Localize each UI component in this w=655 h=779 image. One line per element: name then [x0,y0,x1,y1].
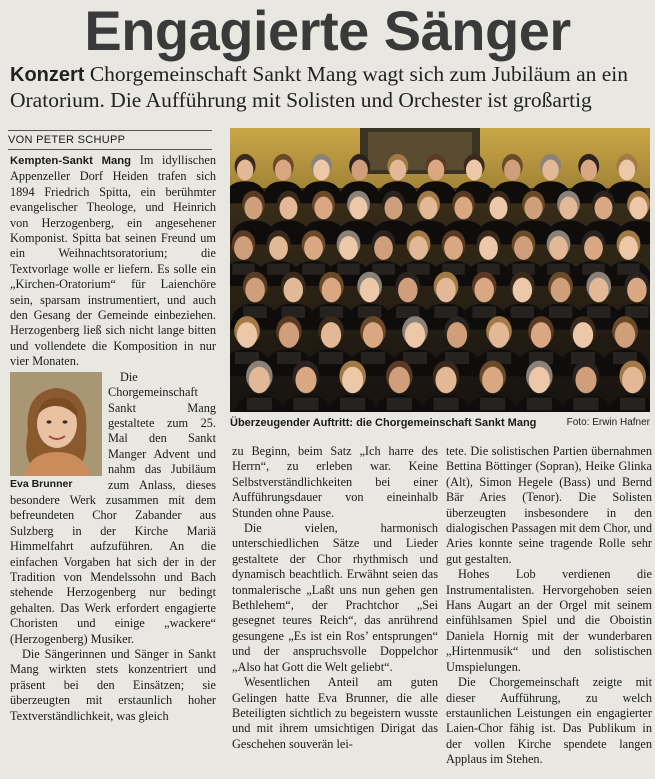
singer-face [374,236,393,260]
singer-face [339,236,358,260]
music-folder [320,306,343,318]
music-folder [625,306,648,318]
singer-face [342,367,363,394]
article-paragraph: Die vielen, harmonisch unterschiedlichen Sätze und Lieder gestaltete der Chor rhythmisch und dynamisch beachtlich. Erwähnt seien das tonmalerische „Laßt uns nun gehen gen Bethlehem“, der Prachtchor „Sei gesegnet teures Reich“, das anrührend gesungene „Es ist ein Ros’ entsprungen“ und der anspruchsvolle Doppelchor „Also hat Gott die Welt geliebt“. [232,521,438,674]
singer-face [245,278,265,303]
singer-face [513,278,533,303]
singer-face [444,236,463,260]
singer-face [619,236,638,260]
singer-face [580,160,597,181]
singer-face [584,236,603,260]
choir-photo-image [230,128,650,412]
singer-face [409,236,428,260]
music-folder [480,398,505,411]
subheadline [10,62,650,113]
singer-face [313,160,330,181]
singer-face [529,367,550,394]
music-folder [434,306,457,318]
singer-face [630,197,648,220]
singer-face [514,236,533,260]
singer-face [549,236,568,260]
paragraph-text: Die Chorgemeinschaft Sankt Mang gestaltete zum 25. Mal den Sankt Manger Advent und nahm das Jubiläum zum Anlass, dieses besondere Werk zusammen mit dem befreundeten Chor Zabander aus Sulzberg in der Kirche Mariä Himmelfahrt aufzuführen. An die einfachen Vorgaben hat sich der in der Tradition von Mendelssohn und Bach stehende Herzogenberg nur bedingt gehalten. Das Werk erfordert engagierte Choristen und einige „wackere“ (Herzogenberg) Musiker. [10,369,216,646]
singer-face [398,278,418,303]
singer-face [525,197,543,220]
singer-face [627,278,647,303]
subheadline-text: Chorgemeinschaft Sankt Mang wagt sich zum Jubiläum an ein Oratorium. Die Aufführung mit Solisten und Orchester ist großartig [10,62,629,112]
photo-credit: Foto: Erwin Hafner [566,417,650,428]
music-folder [243,306,266,318]
music-folder [396,306,419,318]
music-folder [527,398,552,411]
singer-face [531,322,551,348]
article-column-1 [10,153,216,724]
singer-face [389,367,410,394]
music-folder [620,398,645,411]
portrait-photo [10,372,102,476]
portrait-figure [10,372,102,490]
choir-photo [230,128,650,412]
article-paragraph [10,153,216,370]
singer-face [363,322,383,348]
dateline-place: Kempten-Sankt Mang [10,155,132,167]
photo-caption-bar [230,415,650,431]
music-folder [302,264,325,275]
music-folder [277,352,301,364]
music-folder [267,264,290,275]
article-column-2 [232,444,438,752]
article-column-3 [446,444,652,768]
article-paragraph: Die Sängerinnen und Sänger in Sankt Mang wirkten stets konzentriert und präsent bei den Einsätzen; sie überzeugten mit erstaunlich hoher Textverständlichkeit, was gleich [10,647,216,723]
singer-face [504,160,521,181]
singer-face [589,278,609,303]
singer-face [321,322,341,348]
singer-face [390,160,407,181]
singer-face [304,236,323,260]
singer-face [405,322,425,348]
singer-face [474,278,494,303]
singer-face [482,367,503,394]
singer-face [420,197,438,220]
singer-face [322,278,342,303]
singer-face [234,236,253,260]
singer-face [436,278,456,303]
music-folder [337,264,360,275]
singer-face [360,278,380,303]
singer-face [479,236,498,260]
kicker: Konzert [10,64,85,86]
singer-face [279,322,299,348]
music-folder [573,398,598,411]
singer-face [385,197,403,220]
article-paragraph [10,370,216,647]
article-paragraph: Die Chorgemeinschaft zeigte mit dieser Aufführung, zu welch erstaunlichen Leistungen ein engagierter Laien-Chor fähig ist. Das Publikum in der vollen Kirche spendete langen Applaus im Stehen. [446,675,652,767]
music-folder [372,264,395,275]
music-folder [387,398,412,411]
singer-face [573,322,593,348]
music-folder [403,352,427,364]
singer-face [351,160,368,181]
music-folder [247,398,272,411]
singer-face [269,236,288,260]
singer-face [576,367,597,394]
singer-face [350,197,368,220]
portrait-caption: Eva Brunner [10,477,73,490]
music-folder [549,306,572,318]
singer-face [284,278,304,303]
singer-face [315,197,333,220]
paragraph-text: Im idyllischen Appenzeller Dorf Heiden trafen sich 1894 Friedrich Spitta, ein berühmter evangelischer Theologe, und Heinrich von Herzogenberg, ein angesehener Komponist. Spitta bat seinen Freund um ein Weihnachtsoratorium; die Textvorlage wolle er liefern. Es solle ein „Kirchen-Oratorium“ für Laienchöre sein, sparsam instrumentiert, und auch den Gesang der Gemeinde einbeziehen. Herzogenberg ließ sich nicht lange bitten und vollendete die Komposition in nur vier Monaten. [10,153,217,369]
singer-face [622,367,643,394]
singer-face [296,367,317,394]
music-folder [587,306,610,318]
singer-face [595,197,613,220]
singer-face [489,322,509,348]
singer-face [619,160,636,181]
singer-face [490,197,508,220]
singer-face [237,160,254,181]
headline: Engagierte Sänger [84,0,571,62]
singer-face [551,278,571,303]
singer-face [447,322,467,348]
singer-face [436,367,457,394]
music-folder [282,306,305,318]
music-folder [361,352,385,364]
singer-face [615,322,635,348]
singer-face [237,322,257,348]
article-paragraph: Hohes Lob verdienen die Instrumentalisten. Hervorgehoben seien Hans Augart an der Orgel mit seinem einfühlsamen Spiel und die Oboistin Daniela Hornig mit der wunderbaren „Hirtenmusik“ und den solistischen Umspielungen. [446,567,652,674]
singer-face [466,160,483,181]
singer-face [280,197,298,220]
music-folder [472,306,495,318]
byline: VON PETER SCHUPP [8,130,212,150]
article-paragraph: zu Beginn, beim Satz „Ich harre des Herrn“, zu erleben war. Keine Selbstverständlichkeiten bei einer Aufführungsdauer von eineinhalb Stunden ohne Pause. [232,444,438,520]
singer-face [428,160,445,181]
music-folder [293,398,318,411]
article-paragraph: tete. Die solistischen Partien übernahmen Bettina Böttinger (Sopran), Heike Glinka (Alt), Simon Hegele (Bass) und Bernd Bär Aries (Tenor). Die Solisten überzeugten insbesondere in den dialogischen Passagen mit dem Chor, und Aries konnte seine tragende Rolle sehr gut gestalten. [446,444,652,566]
music-folder [319,352,343,364]
singer-face [455,197,473,220]
music-folder [340,398,365,411]
music-folder [511,306,534,318]
singer-face [560,197,578,220]
photo-caption: Überzeugender Auftritt: die Chorgemeinschaft Sankt Mang [230,417,537,429]
article-paragraph: Wesentlichen Anteil am guten Gelingen hatte Eva Brunner, die alle Beteiligten sichtlich zu begeistern wusste und mit ihrem umsichtigen Dirigat das Geschehen souverän lei- [232,675,438,751]
singer-face [249,367,270,394]
singer-face [542,160,559,181]
singer-face [275,160,292,181]
singer-face [245,197,263,220]
music-folder [358,306,381,318]
music-folder [433,398,458,411]
